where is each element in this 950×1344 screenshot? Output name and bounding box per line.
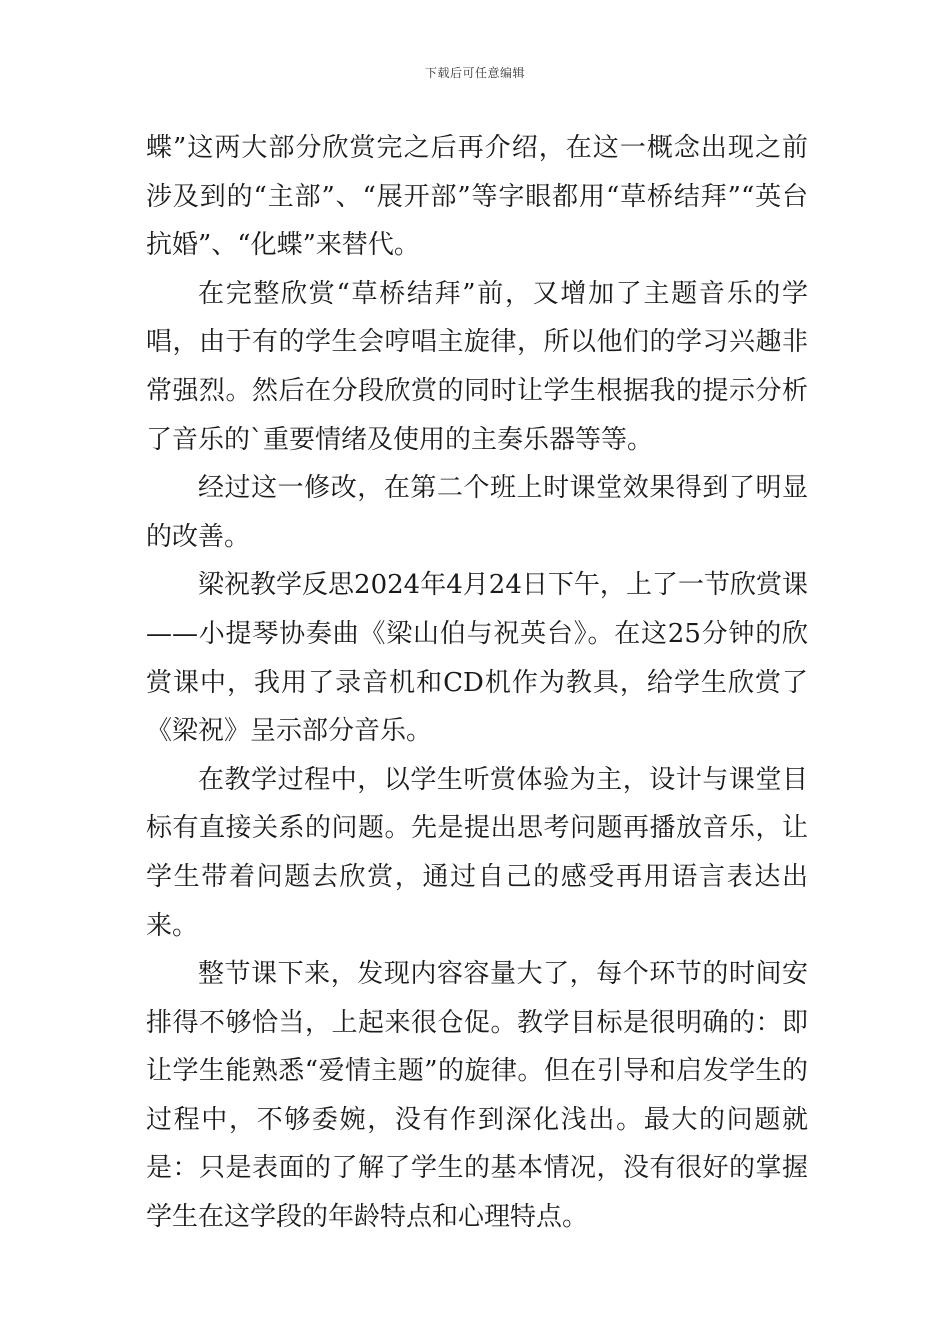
paragraph-2: 在完整欣赏“草桥结拜”前，又增加了主题音乐的学唱，由于有的学生会哼唱主旋律，所以他们的学习兴趣非常强烈。然后在分段欣赏的同时让学生根据我的提示分析了音乐的`重要情绪及使用的主奏乐器等等。 <box>146 278 808 455</box>
document-body <box>146 124 808 1242</box>
paragraph-4: 梁祝教学反思2024年4月24日下午，上了一节欣赏课——小提琴协奏曲《梁山伯与祝英台》。在这25分钟的欣赏课中，我用了录音机和CD机作为教具，给学生欣赏了《梁祝》呈示部分音乐。 <box>146 570 808 747</box>
page-header: 下载后可任意编辑 <box>424 66 525 80</box>
paragraph-5: 在教学过程中，以学生听赏体验为主，设计与课堂目标有直接关系的问题。先是提出思考问题再播放音乐，让学生带着问题去欣赏，通过自己的感受再用语言表达出来。 <box>146 764 808 941</box>
paragraph-6: 整节课下来，发现内容容量大了，每个环节的时间安排得不够恰当，上起来很仓促。教学目标是很明确的：即让学生能熟悉“爱情主题”的旋律。但在引导和启发学生的过程中，不够委婉，没有作到深化浅出。最大的问题就是：只是表面的了解了学生的基本情况，没有很好的掌握学生在这学段的年龄特点和心理特点。 <box>146 959 808 1233</box>
paragraph-3: 经过这一修改，在第二个班上时课堂效果得到了明显的改善。 <box>146 473 808 552</box>
paragraph-1: 蝶”这两大部分欣赏完之后再介绍，在这一概念出现之前涉及到的“主部”、“展开部”等字眼都用“草桥结拜”“英台抗婚”、“化蝶”来替代。 <box>146 133 808 261</box>
